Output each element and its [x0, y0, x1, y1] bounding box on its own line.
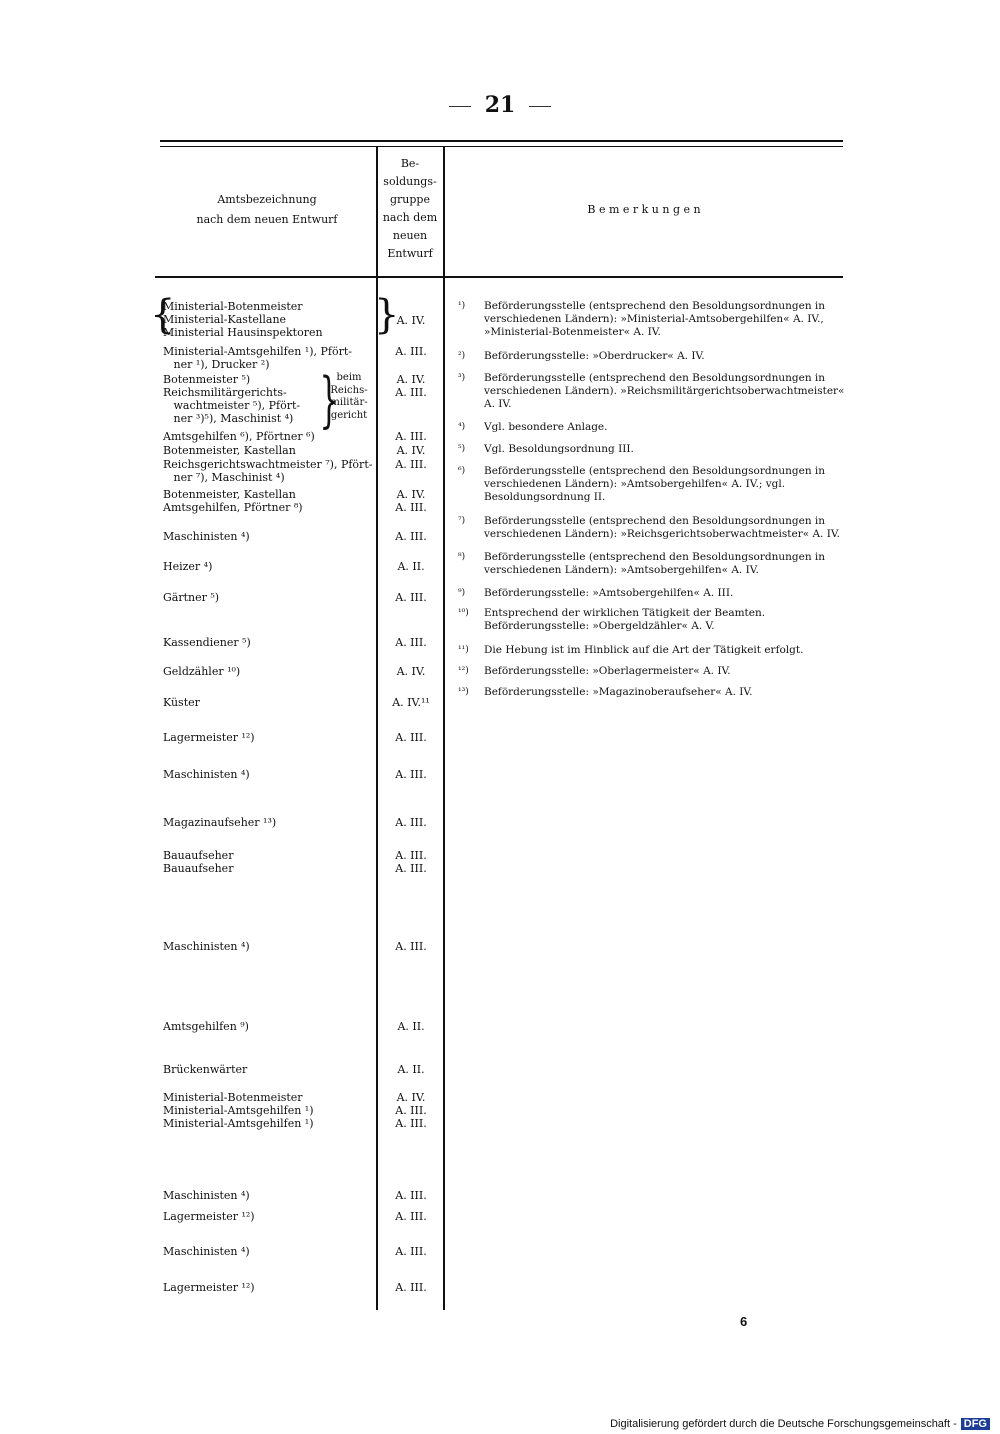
row-group: A. III. — [395, 530, 427, 543]
row-name: Maschinisten ⁴) — [163, 1245, 250, 1258]
row-name: Brückenwärter — [163, 1063, 248, 1076]
row-name: Gärtner ⁵) — [163, 591, 220, 604]
right-brace: } — [374, 292, 400, 338]
row-name: Maschinisten ⁴) — [163, 768, 250, 781]
row-name: Botenmeister, Kastellan — [163, 488, 296, 501]
header-group-line: neuen — [392, 229, 428, 242]
left-brace: { — [150, 292, 176, 338]
row-name: Ministerial-Botenmeister Ministerial-Kastellane Ministerial Hausinspektoren — [163, 300, 323, 339]
row-group: A. III. — [395, 458, 427, 471]
row-group: A. IV. — [396, 665, 426, 678]
note-number: ¹²) — [458, 666, 469, 676]
military-court-brace: } — [319, 365, 339, 435]
row-group: A. III. — [395, 345, 427, 358]
row-name: Ministerial-Amtsgehilfen ¹), Pfört- ner ¹), Drucker ²) — [163, 345, 352, 371]
row-name: Lagermeister ¹²) — [163, 1281, 255, 1294]
row-name: Reichsgerichtswachtmeister ⁷), Pfört- ner ⁷), Maschinist ⁴) — [163, 458, 373, 484]
note-number: ⁶) — [458, 466, 466, 476]
row-name: Maschinisten ⁴) — [163, 1189, 250, 1202]
row-group: A. III. — [395, 940, 427, 953]
header-rule — [155, 276, 843, 278]
row-name: Küster — [163, 696, 200, 709]
row-name: Heizer ⁴) — [163, 560, 213, 573]
note-text: Die Hebung ist im Hinblick auf die Art der Tätigkeit erfolgt. — [484, 644, 804, 656]
note — [458, 665, 850, 678]
header-group-line: soldungs- — [383, 175, 437, 188]
note — [458, 686, 850, 699]
row-group: A. III. A. III. — [395, 849, 427, 875]
top-rule-thin — [160, 146, 843, 147]
note — [458, 587, 850, 600]
row-group: A. II. — [397, 560, 425, 573]
header-group-line: Be- — [400, 157, 420, 170]
note-text: Beförderungsstelle: »Magazinoberaufseher« A. IV. — [484, 686, 753, 698]
military-court-label: beim Reichs- militär- gericht — [330, 372, 368, 421]
header-group-line: nach dem — [382, 211, 438, 224]
note — [458, 465, 850, 504]
note — [458, 372, 850, 411]
row-name: Kassendiener ⁵) — [163, 636, 251, 649]
note-text: Beförderungsstelle: »Oberdrucker« A. IV. — [484, 350, 705, 362]
note-number: ⁹) — [458, 588, 466, 598]
note-text: Beförderungsstelle (entsprechend den Besoldungsordnungen in verschiedenen Ländern): »Ministerial-Amtsobergehilfen« A. IV., »Ministerial-Botenmeister« A. IV. — [484, 300, 826, 338]
header-title-line: nach dem neuen Entwurf — [196, 213, 338, 226]
row-group: A. IV. — [396, 488, 426, 501]
note — [458, 515, 850, 541]
row-group: A. IV. A. III. A. III. — [395, 1091, 427, 1130]
note-number: ²) — [458, 351, 466, 361]
row-name: Amtsgehilfen ⁹) — [163, 1020, 249, 1033]
row-group: A. III. — [395, 1210, 427, 1223]
note-number: ¹³) — [458, 687, 469, 697]
header-title-column — [160, 190, 374, 230]
row-group: A. II. — [397, 1020, 425, 1033]
row-group: A. III. — [395, 636, 427, 649]
row-name: Maschinisten ⁴) — [163, 530, 250, 543]
row-name: Lagermeister ¹²) — [163, 1210, 255, 1223]
header-group-column — [378, 155, 442, 263]
note-text: Beförderungsstelle: »Amtsobergehilfen« A. III. — [484, 587, 734, 599]
row-name: Geldzähler ¹⁰) — [163, 665, 241, 678]
note — [458, 300, 850, 339]
note — [458, 443, 850, 456]
note-number: ⁵) — [458, 444, 466, 454]
row-group: A. IV. — [396, 444, 426, 457]
top-rule-thick — [160, 140, 843, 142]
row-group: A. IV. — [396, 314, 426, 327]
note-number: ¹) — [458, 301, 466, 311]
row-group: A. III. — [395, 430, 427, 443]
sheet-number: 6 — [740, 1314, 748, 1329]
row-group: A. IV. A. III. — [395, 373, 427, 399]
note-number: ⁷) — [458, 516, 466, 526]
note — [458, 421, 850, 434]
digitization-footer — [610, 1418, 990, 1430]
note-text: Beförderungsstelle (entsprechend den Besoldungsordnungen in verschiedenen Ländern): »Reichsgerichtsoberwachtmeister« A. IV. — [484, 515, 840, 540]
note-number: ³) — [458, 373, 466, 383]
note — [458, 350, 850, 363]
row-name: Lagermeister ¹²) — [163, 731, 255, 744]
header-group-line: Entwurf — [387, 247, 433, 260]
row-name: Botenmeister, Kastellan — [163, 444, 296, 457]
note-text: Entsprechend der wirklichen Tätigkeit der Beamten. Beförderungsstelle: »Obergeldzähler« A. V. — [484, 607, 766, 632]
row-name: Bauaufseher Bauaufseher — [163, 849, 234, 875]
footer-text: Digitalisierung gefördert durch die Deutsche Forschungsgemeinschaft - — [610, 1418, 957, 1430]
row-name: Amtsgehilfen ⁶), Pförtner ⁶) — [163, 430, 315, 443]
row-group: A. III. — [395, 731, 427, 744]
note-text: Vgl. Besoldungsordnung III. — [484, 443, 634, 455]
row-name: Maschinisten ⁴) — [163, 940, 250, 953]
row-group: A. III. — [395, 591, 427, 604]
row-group: A. III. — [395, 1245, 427, 1258]
note-number: ¹¹) — [458, 645, 469, 655]
header-remarks-column: B e m e r k u n g e n — [587, 203, 701, 216]
row-name: Magazinaufseher ¹³) — [163, 816, 277, 829]
row-group: A. III. — [395, 1189, 427, 1202]
note-text: Beförderungsstelle: »Oberlagermeister« A. IV. — [484, 665, 731, 677]
dfg-logo: DFG — [961, 1418, 990, 1430]
note — [458, 551, 850, 577]
row-group: A. III. — [395, 1281, 427, 1294]
column-divider-2 — [443, 146, 445, 1310]
row-name: Botenmeister ⁵) Reichsmilitärgerichts- wachtmeister ⁵), Pfört- ner ³)⁵), Maschinist ⁴) — [163, 373, 301, 425]
row-name: Amtsgehilfen, Pförtner ⁸) — [163, 501, 303, 514]
note — [458, 607, 850, 633]
header-title-line: Amtsbezeichnung — [217, 193, 317, 206]
note-text: Beförderungsstelle (entsprechend den Besoldungsordnungen in verschiedenen Ländern): »Amtsobergehilfen« A. IV.; vgl. Besoldungsordnung II. — [484, 465, 826, 503]
note-text: Beförderungsstelle (entsprechend den Besoldungsordnungen in verschiedenen Ländern): »Amtsobergehilfen« A. IV. — [484, 551, 826, 576]
row-group: A. IV.¹¹ — [392, 696, 430, 709]
note-text: Beförderungsstelle (entsprechend den Besoldungsordnungen in verschiedenen Ländern). »Reichsmilitärgerichtsoberwachtmeister« A. IV. — [484, 372, 845, 410]
row-group: A. III. — [395, 816, 427, 829]
row-group: A. III. — [395, 501, 427, 514]
row-name: Ministerial-Botenmeister Ministerial-Amtsgehilfen ¹) Ministerial-Amtsgehilfen ¹) — [163, 1091, 314, 1130]
header-group-line: gruppe — [390, 193, 430, 206]
row-group: A. II. — [397, 1063, 425, 1076]
note — [458, 644, 850, 657]
note-text: Vgl. besondere Anlage. — [484, 421, 608, 433]
page-number: 21 — [0, 92, 1000, 118]
note-number: ¹⁰) — [458, 608, 469, 618]
note-number: ⁸) — [458, 552, 466, 562]
row-group: A. III. — [395, 768, 427, 781]
note-number: ⁴) — [458, 422, 466, 432]
